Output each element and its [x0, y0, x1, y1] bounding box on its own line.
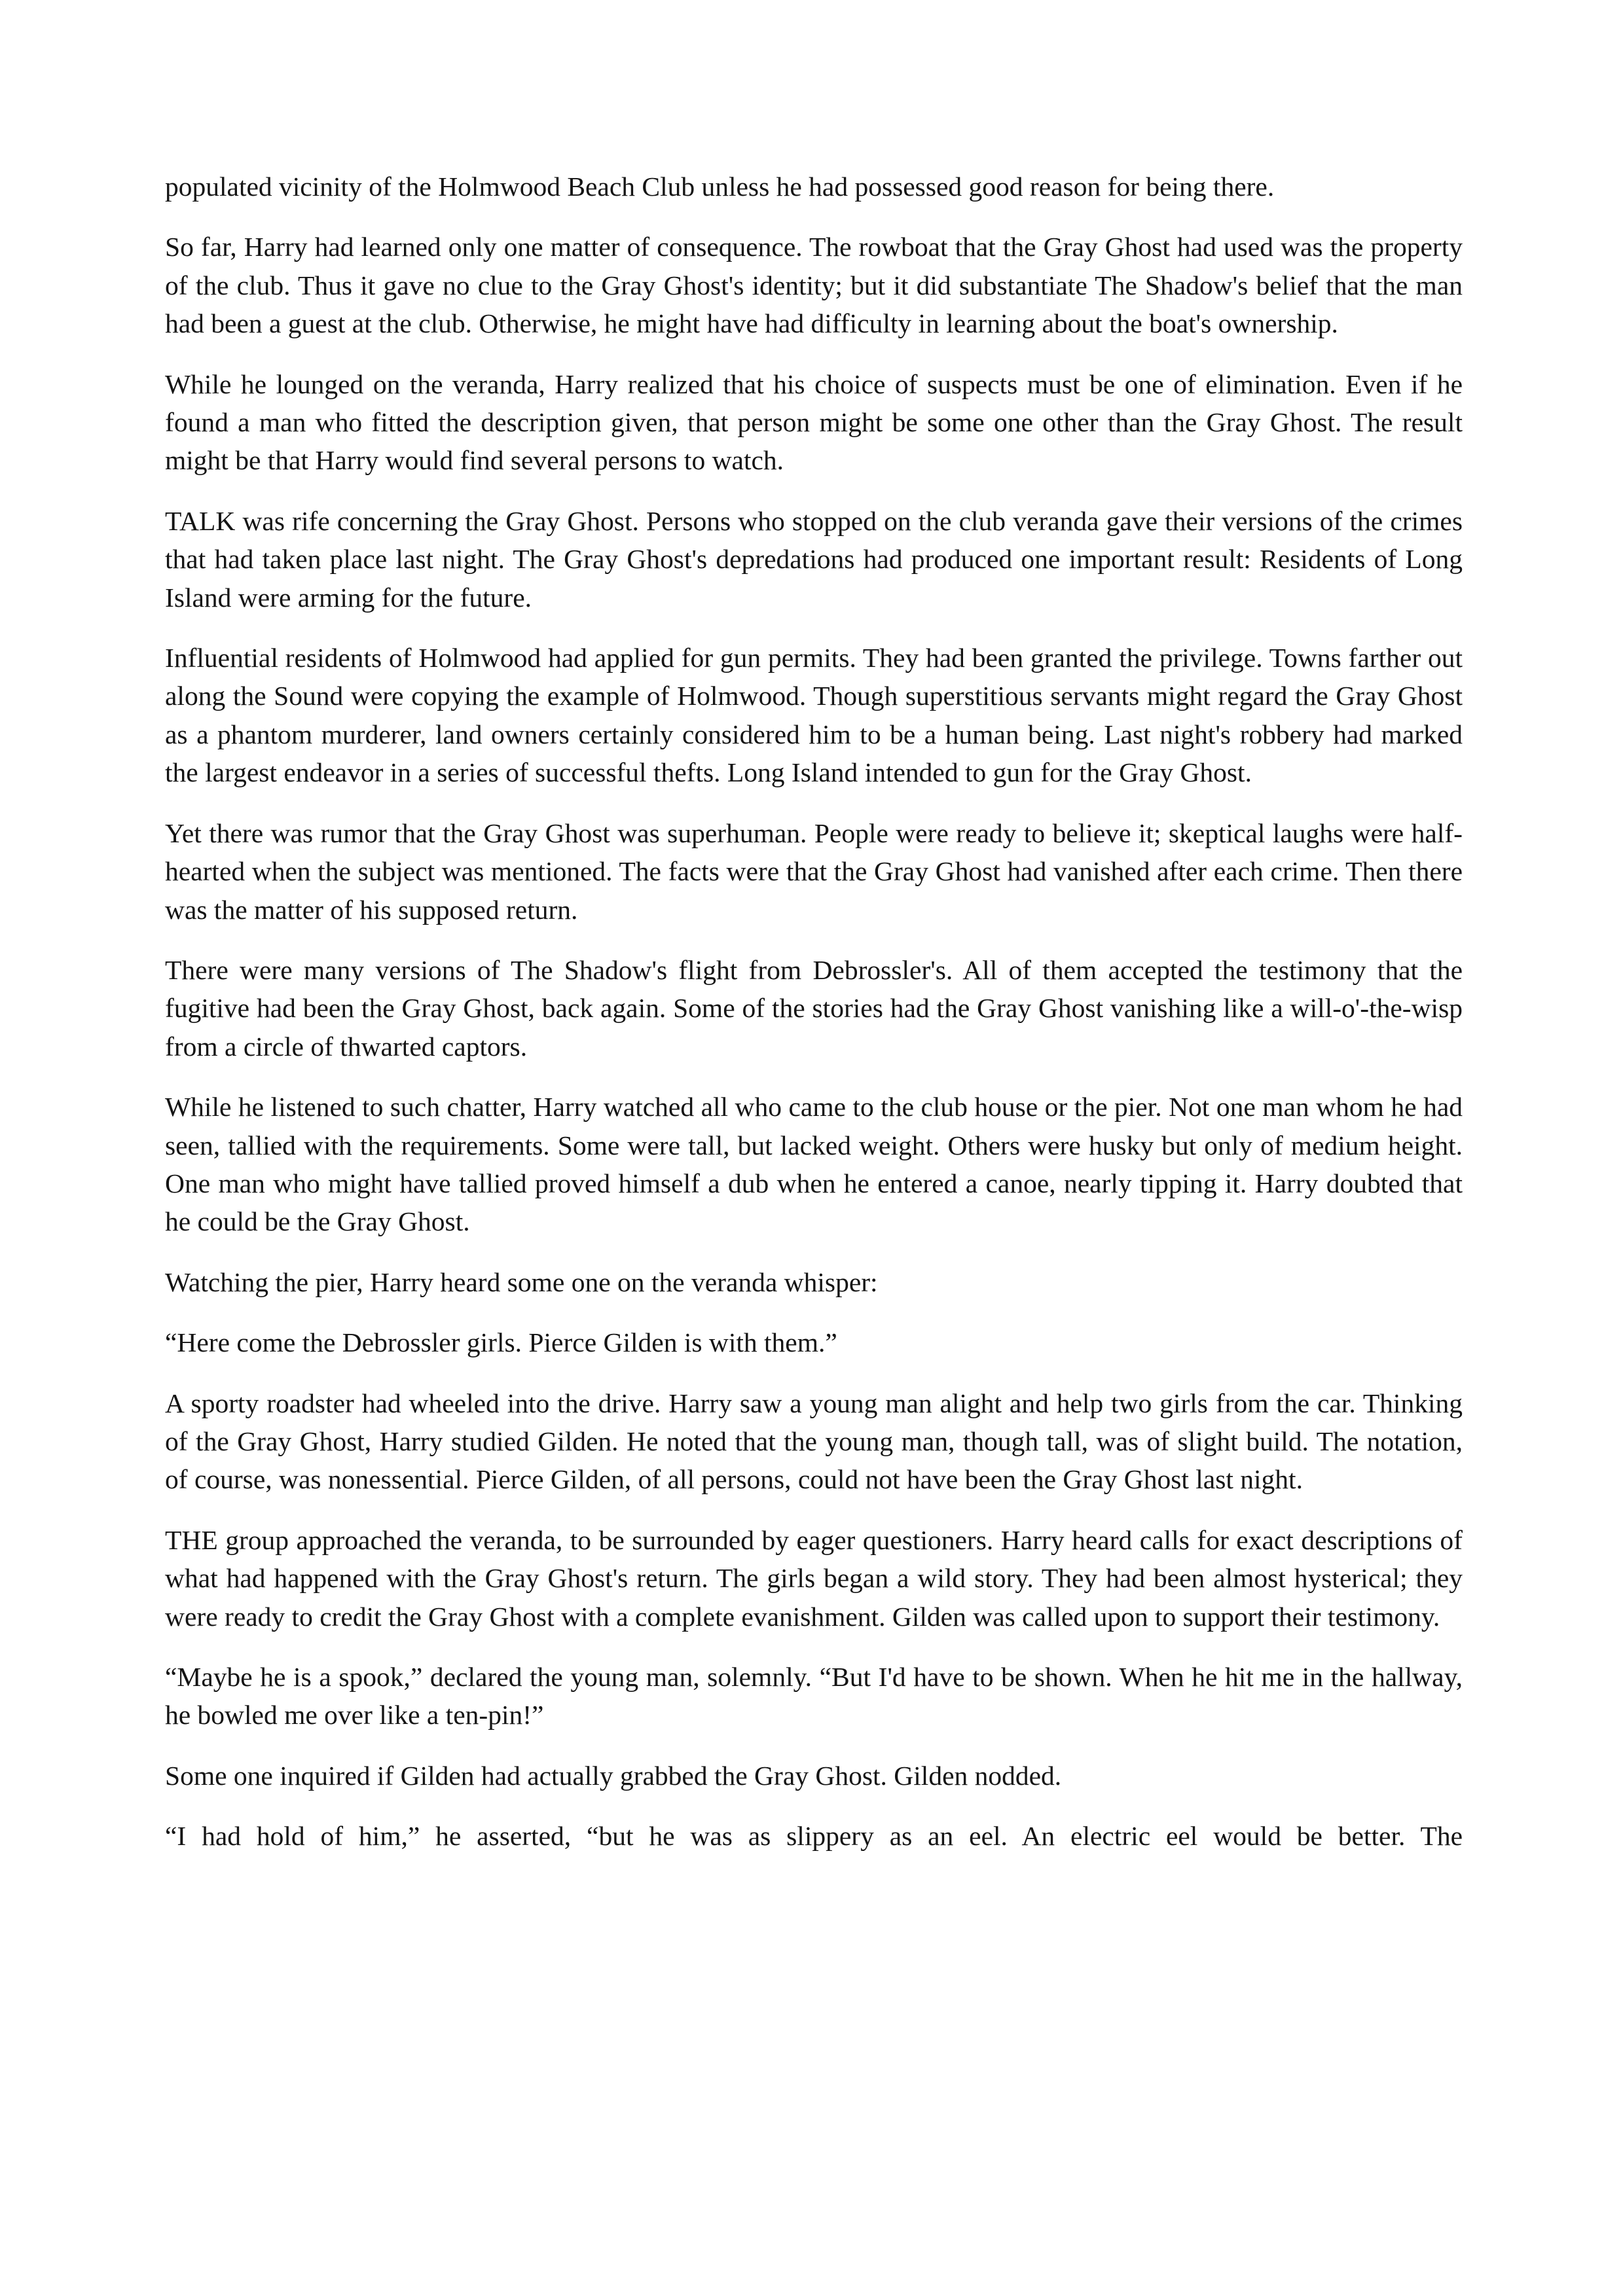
paragraph: “Maybe he is a spook,” declared the young man, solemnly. “But I'd have to be shown. When he hit me in the hallway, he bowled me over like a ten-pin!” — [165, 1662, 1463, 1731]
paragraph: Influential residents of Holmwood had applied for gun permits. They had been granted the privilege. Towns farther out along the Sound were copying the example of Holmwood. Though superstitious servants might regard the Gray Ghost as a phantom murderer, land owners certainly considered him to be a human being. Last night's robbery had marked the largest endeavor in a series of successful thefts. Long Island intended to gun for the Gray Ghost. — [165, 643, 1463, 788]
paragraph: Watching the pier, Harry heard some one on the veranda whisper: — [165, 1266, 878, 1297]
paragraph: While he listened to such chatter, Harry watched all who came to the club house or the pier. Not one man whom he had seen, tallied with the requirements. Some were tall, but lacked weight. Others were husky but only of medium height. One man who might have tallied proved himself a dub when he entered a canoe, nearly tipping it. Harry doubted that he could be the Gray Ghost. — [165, 1092, 1463, 1237]
paragraph: While he lounged on the veranda, Harry realized that his choice of suspects must be one of elimination. Even if he found a man who fitted the description given, that person might be some one other than the Gray Ghost. The result might be that Harry would find several persons to watch. — [165, 368, 1463, 476]
paragraph: populated vicinity of the Holmwood Beach Club unless he had possessed good reason for being there. — [165, 171, 1275, 202]
paragraph: TALK was rife concerning the Gray Ghost. Persons who stopped on the club veranda gave their versions of the crimes that had taken place last night. The Gray Ghost's depredations had produced one important result: Residents of Long Island were arming for the future. — [165, 505, 1463, 613]
paragraph: “Here come the Debrossler girls. Pierce Gilden is with them.” — [165, 1327, 837, 1358]
paragraph: So far, Harry had learned only one matter of consequence. The rowboat that the Gray Ghost had used was the property of the club. Thus it gave no clue to the Gray Ghost's identity; but it did substantiate The Shadow's belief that the man had been a guest at the club. Otherwise, he might have had difficulty in learning about the boat's ownership. — [165, 232, 1463, 339]
paragraph: Yet there was rumor that the Gray Ghost was superhuman. People were ready to believe it; skeptical laughs were half-hearted when the subject was mentioned. The facts were that the Gray Ghost had vanished after each crime. Then there was the matter of his supposed return. — [165, 817, 1463, 925]
paragraph: THE group approached the veranda, to be surrounded by eager questioners. Harry heard calls for exact descriptions of what had happened with the Gray Ghost's return. The girls began a wild story. They had been almost hysterical; they were ready to credit the Gray Ghost with a complete evanishment. Gilden was called upon to support their testimony. — [165, 1524, 1463, 1632]
page-body — [165, 168, 1463, 1878]
paragraph: Some one inquired if Gilden had actually grabbed the Gray Ghost. Gilden nodded. — [165, 1760, 1062, 1791]
paragraph: There were many versions of The Shadow's flight from Debrossler's. All of them accepted the testimony that the fugitive had been the Gray Ghost, back again. Some of the stories had the Gray Ghost vanishing like a will-o'-the-wisp from a circle of thwarted captors. — [165, 954, 1463, 1062]
paragraph: “I had hold of him,” he asserted, “but he was as slippery as an eel. An electric eel would be better. The — [165, 1821, 1463, 1852]
paragraph: A sporty roadster had wheeled into the drive. Harry saw a young man alight and help two girls from the car. Thinking of the Gray Ghost, Harry studied Gilden. He noted that the young man, though tall, was of slight build. The notation, of course, was nonessential. Pierce Gilden, of all persons, could not have been the Gray Ghost last night. — [165, 1388, 1463, 1495]
